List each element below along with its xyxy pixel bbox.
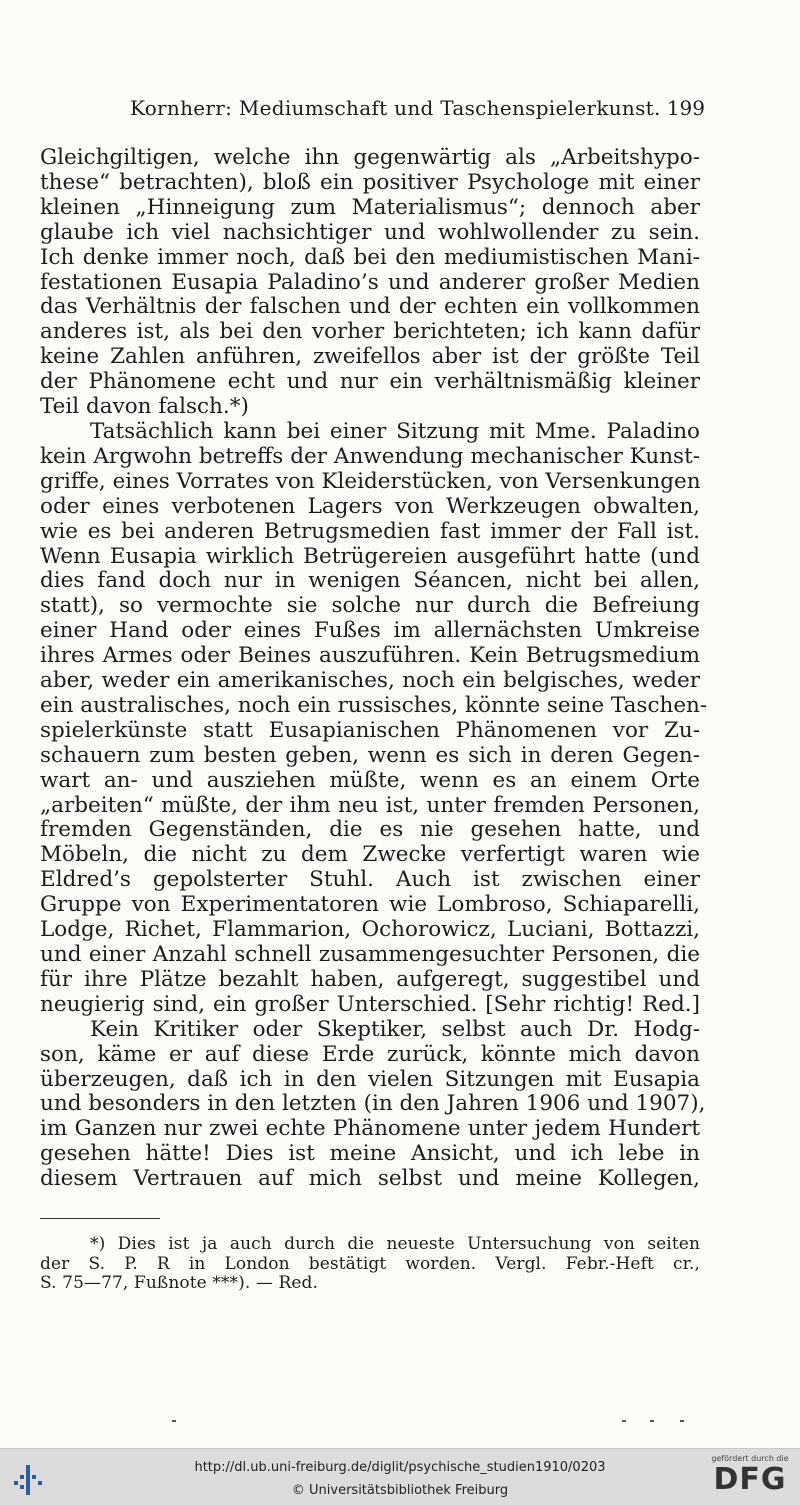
text-line: der Phänomene echt und nur ein verhältnismäßig kleiner <box>40 369 700 395</box>
text-line: aber, weder ein amerikanisches, noch ein belgisches, weder <box>40 668 700 694</box>
dfg-logo <box>710 1454 790 1500</box>
text-line: Lodge, Richet, Flammarion, Ochorowicz, Luciani, Bottazzi, <box>40 917 700 943</box>
text-line: Tatsächlich kann bei einer Sitzung mit Mme. Paladino <box>90 418 700 444</box>
text-line: neugierig sind, ein großer Unterschied. [Sehr richtig! Red.] <box>40 991 700 1017</box>
permalink-url[interactable]: http://dl.ub.uni-freiburg.de/diglit/psychische_studien1910/0203 <box>194 1460 606 1475</box>
funder-logo-text: DFG <box>713 1462 787 1497</box>
footnote-rule <box>40 1218 160 1219</box>
viewer-footer <box>0 1448 800 1505</box>
scan-speck <box>680 1420 684 1422</box>
text-line: statt), so vermochte sie solche nur durch die Befreiung <box>40 593 700 619</box>
scan-speck <box>622 1420 626 1422</box>
text-line: Kein Kritiker oder Skeptiker, selbst auch Dr. Hodg- <box>90 1016 700 1042</box>
text-line: ihres Armes oder Beines auszuführen. Kein Betrugsmedium <box>40 643 700 669</box>
text-line: oder eines verbotenen Lagers von Werkzeugen obwalten, <box>40 493 700 519</box>
text-line: Gleichgiltigen, welche ihn gegenwärtig als „Arbeitshypo- <box>40 145 700 170</box>
text-line: und besonders in den letzten (in den Jahren 1906 und 1907), <box>40 1091 706 1117</box>
text-line: spielerkünste statt Eusapianischen Phänomenen vor Zu- <box>40 717 700 743</box>
text-line: fremden Gegenständen, die es nie gesehen hatte, und <box>40 817 700 843</box>
body-text <box>40 145 708 1192</box>
text-line: Möbeln, die nicht zu dem Zwecke verfertigt waren wie <box>40 842 700 868</box>
scan-speck <box>172 1420 176 1422</box>
page-number: 199 <box>666 96 705 120</box>
text-line: anderes ist, als bei den vorher berichteten; ich kann dafür <box>40 319 700 345</box>
text-line: griffe, eines Vorrates von Kleiderstücken, von Versenkungen <box>40 468 701 494</box>
funder-caption: gefördert durch die <box>711 1454 789 1463</box>
text-line: festationen Eusapia Paladino’s und anderer großer Medien <box>40 269 700 295</box>
text-line: schauern zum besten geben, wenn es sich in deren Gegen- <box>40 742 700 768</box>
page-header <box>40 96 705 128</box>
text-line: wart an- und ausziehen müßte, wenn es an einem Orte <box>40 767 700 793</box>
footnote-line: *) Dies ist ja auch durch die neueste Untersuchung von seiten <box>90 1234 700 1254</box>
text-line: Eldred’s gepolsterter Stuhl. Auch ist zwischen einer <box>40 867 700 893</box>
text-line: Ich denke immer noch, daß bei den mediumistischen Mani- <box>40 244 700 270</box>
text-line: gesehen hätte! Dies ist meine Ansicht, und ich lebe in <box>40 1141 700 1167</box>
footnote <box>40 1235 700 1294</box>
text-line: für ihre Plätze bezahlt haben, aufgeregt, suggestibel und <box>40 966 700 992</box>
text-line: glaube ich viel nachsichtiger und wohlwollender zu sein. <box>40 219 700 245</box>
text-line: wie es bei anderen Betrugsmedien fast immer der Fall ist. <box>40 518 700 544</box>
text-line: das Verhältnis der falschen und der echten ein vollkommen <box>40 294 700 320</box>
copyright-notice: © Universitätsbibliothek Freiburg <box>291 1483 509 1498</box>
scan-specks <box>0 1420 800 1428</box>
text-line: überzeugen, daß ich in den vielen Sitzungen mit Eusapia <box>40 1066 700 1092</box>
text-line: kein Argwohn betreffs der Anwendung mechanischer Kunst- <box>40 443 700 469</box>
text-line: son, käme er auf diese Erde zurück, könnte mich davon <box>40 1041 700 1067</box>
footnote-line: der S. P. R in London bestätigt worden. Vergl. Febr.-Heft cr., <box>40 1253 700 1274</box>
footnote-line: S. 75—77, Fußnote ***). — Red. <box>40 1273 318 1294</box>
scan-speck <box>650 1420 654 1422</box>
text-line: these“ betrachten), bloß ein positiver Psychologe mit einer <box>40 169 700 195</box>
running-head: Kornherr: Mediumschaft und Taschenspielerkunst. <box>130 96 661 120</box>
text-line: ein australisches, noch ein russisches, könnte seine Taschen- <box>40 692 708 718</box>
text-line: „arbeiten“ müßte, der ihm neu ist, unter fremden Personen, <box>40 792 700 818</box>
text-line: Teil davon falsch.*) <box>40 394 249 420</box>
text-line: kleinen „Hinneigung zum Materialismus“; dennoch aber <box>40 194 700 220</box>
text-line: dies fand doch nur in wenigen Séancen, nicht bei allen, <box>40 568 700 594</box>
text-line: keine Zahlen anführen, zweifellos aber ist der größte Teil <box>40 344 700 370</box>
text-line: Wenn Eusapia wirklich Betrügereien ausgeführt hatte (und <box>40 543 700 569</box>
text-line: im Ganzen nur zwei echte Phänomene unter jedem Hundert <box>40 1116 700 1142</box>
text-line: Gruppe von Experimentatoren wie Lombroso, Schiaparelli, <box>40 892 700 918</box>
text-line: diesem Vertrauen auf mich selbst und meine Kollegen, <box>40 1166 700 1192</box>
text-line: einer Hand oder eines Fußes im allernächsten Umkreise <box>40 618 700 644</box>
text-line: und einer Anzahl schnell zusammengesuchter Personen, die <box>40 942 700 967</box>
